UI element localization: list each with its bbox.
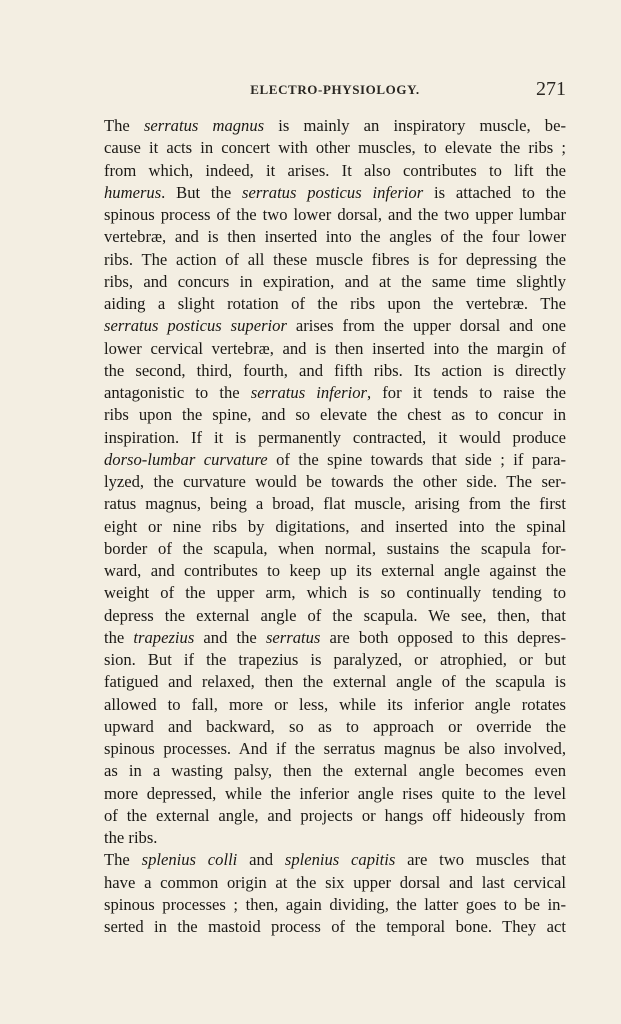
text-segment: the second, third, fourth, and fifth ribs. Its action is directly	[104, 360, 566, 380]
text-line	[104, 582, 566, 604]
text-line	[104, 694, 566, 716]
text-segment: fatigued and relaxed, then the external angle of the scapula is	[104, 672, 566, 692]
text-segment: the ribs.	[104, 828, 158, 847]
text-line	[104, 182, 566, 204]
text-line	[104, 404, 566, 426]
text-line	[104, 894, 566, 916]
text-line	[104, 160, 566, 182]
text-line	[104, 137, 566, 159]
text-line	[104, 226, 566, 248]
text-line	[104, 204, 566, 226]
text-segment: cause it acts in concert with other muscles, to elevate the ribs ;	[104, 138, 566, 158]
text-line	[104, 115, 566, 137]
text-segment: from which, indeed, it arises. It also contributes to lift the	[104, 160, 566, 180]
text-line	[104, 293, 566, 315]
text-segment: upward and backward, so as to approach or override the	[104, 716, 566, 736]
text-segment: of the spine towards that side ; if para-	[267, 449, 566, 469]
body-text	[104, 115, 566, 938]
text-line	[104, 671, 566, 693]
text-line	[104, 916, 566, 938]
text-segment: spinous processes ; then, again dividing, the latter goes to be in-	[104, 894, 566, 914]
text-line	[104, 382, 566, 404]
italic-term: serratus inferior	[250, 383, 367, 402]
text-segment: spinous processes. And if the serratus magnus be also involved,	[104, 739, 566, 758]
text-segment: the	[104, 627, 134, 647]
text-segment: sion. But if the trapezius is paralyzed, or atrophied, or but	[104, 650, 566, 669]
text-line	[104, 805, 566, 827]
text-segment: more depressed, while the inferior angle rises quite to the level	[104, 783, 566, 803]
text-segment: ribs, and concurs in expiration, and at the same time slightly	[104, 271, 566, 291]
text-segment: have a common origin at the six upper dorsal and last cervical	[104, 872, 566, 892]
text-line	[104, 271, 566, 293]
italic-term: trapezius	[133, 627, 195, 647]
text-segment: arises from the upper dorsal and one	[286, 316, 566, 336]
text-segment: lyzed, the curvature would be towards the other side. The ser-	[104, 472, 566, 491]
text-line	[104, 360, 566, 382]
text-line	[104, 427, 566, 449]
text-segment: spinous process of the two lower dorsal, and the two upper lumbar	[104, 205, 566, 224]
text-segment: border of the scapula, when normal, sustains the scapula for-	[104, 538, 566, 558]
text-segment: serted in the mastoid process of the temporal bone. They act	[104, 917, 566, 936]
text-line	[104, 560, 566, 582]
text-segment: The	[104, 850, 142, 870]
italic-term: humerus	[104, 182, 162, 202]
text-segment: The	[104, 116, 144, 135]
text-line	[104, 249, 566, 271]
text-segment: antagonistic to the	[104, 383, 251, 402]
text-segment: is attached to the	[423, 182, 566, 202]
text-segment: are both opposed to this depres-	[320, 627, 566, 647]
text-line	[104, 493, 566, 515]
text-segment: lower cervical vertebræ, and is then inserted into the margin of	[104, 338, 566, 358]
text-line	[104, 315, 566, 337]
text-segment: ribs. The action of all these muscle fibres is for depressing the	[104, 249, 566, 269]
text-segment: aiding a slight rotation of the ribs upon the vertebræ. The	[104, 294, 566, 313]
text-line	[104, 605, 566, 627]
text-line	[104, 872, 566, 894]
text-line	[104, 827, 566, 849]
text-segment: depress the external angle of the scapula. We see, then, that	[104, 605, 566, 625]
italic-term: serratus	[265, 627, 321, 647]
italic-term: serratus posticus inferior	[242, 182, 424, 202]
italic-term: serratus magnus	[143, 116, 265, 135]
text-line	[104, 627, 566, 649]
text-segment: are two muscles that	[395, 850, 566, 870]
italic-term: splenius colli	[141, 850, 238, 870]
text-segment: ribs upon the spine, and so elevate the chest as to concur in	[104, 405, 566, 425]
text-line	[104, 471, 566, 493]
text-segment: and the	[194, 627, 266, 647]
text-line	[104, 738, 566, 760]
text-segment: . But the	[161, 182, 243, 202]
text-line	[104, 516, 566, 538]
text-line	[104, 538, 566, 560]
text-line	[104, 449, 566, 471]
text-line	[104, 783, 566, 805]
text-segment: inspiration. If it is permanently contracted, it would produce	[104, 427, 566, 447]
text-segment: allowed to fall, more or less, while its inferior angle rotates	[104, 694, 566, 714]
text-line	[104, 849, 566, 871]
text-line	[104, 760, 566, 782]
text-line	[104, 716, 566, 738]
text-segment: ward, and contributes to keep up its external angle against the	[104, 561, 566, 580]
text-segment: , for it tends to raise the	[366, 383, 566, 402]
text-segment: of the external angle, and projects or hangs off hideously from	[104, 805, 566, 825]
text-segment: eight or nine ribs by digitations, and inserted into the spinal	[104, 516, 566, 536]
page-header	[104, 78, 566, 102]
italic-term: serratus posticus superior	[104, 316, 287, 336]
running-head: ELECTRO-PHYSIOLOGY.	[250, 82, 420, 97]
text-segment: as in a wasting palsy, then the external angle becomes even	[104, 761, 566, 781]
text-segment: vertebræ, and is then inserted into the angles of the four lower	[104, 227, 566, 247]
text-segment: is mainly an inspiratory muscle, be-	[264, 116, 566, 135]
text-segment: ratus magnus, being a broad, flat muscle, arising from the first	[104, 494, 566, 514]
text-line	[104, 649, 566, 671]
page-number: 271	[536, 78, 566, 100]
text-line	[104, 338, 566, 360]
italic-term: dorso-lumbar curvature	[104, 449, 268, 469]
text-segment: and	[237, 850, 285, 870]
text-segment: weight of the upper arm, which is so continually tending to	[104, 583, 566, 603]
italic-term: splenius capitis	[284, 850, 396, 870]
